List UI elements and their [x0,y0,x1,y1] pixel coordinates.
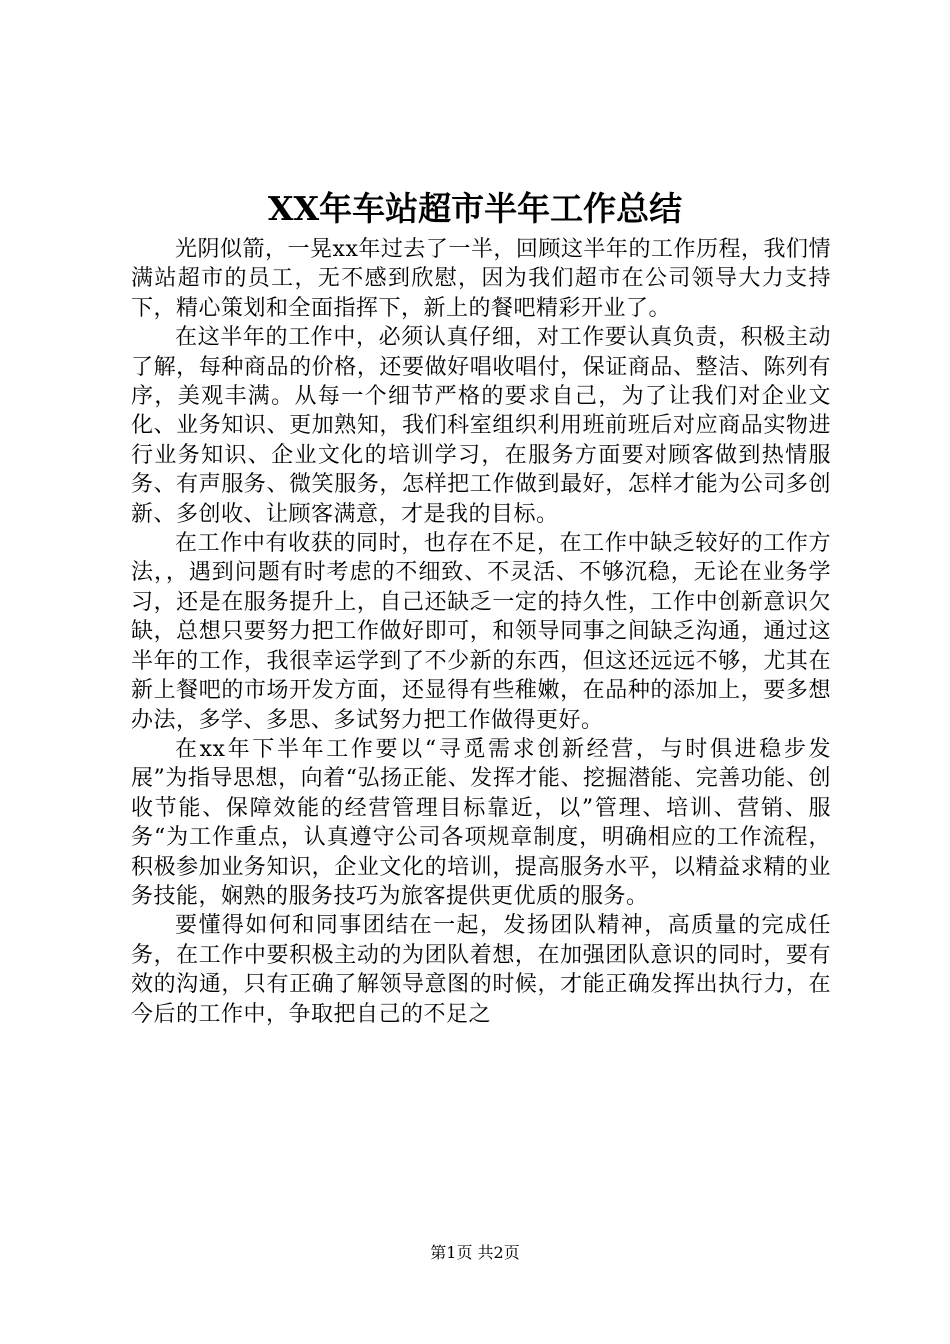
document-body [131,235,831,1029]
paragraph-1: 光阴似箭，一晃xx年过去了一半，回顾这半年的工作历程，我们情满站超市的员工，无不感到欣慰，因为我们超市在公司领导大力支持下，精心策划和全面指挥下，新上的餐吧精彩开业了。 [131,237,831,321]
page-number-footer: 第1页 共2页 [430,1243,520,1262]
paragraph-5: 要懂得如何和同事团结在一起，发扬团队精神，高质量的完成任务，在工作中要积极主动的为团队着想，在加强团队意识的同时，要有效的沟通，只有正确了解领导意图的时候，才能正确发挥出执行力，在今后的工作中，争取把自己的不足之 [131,913,831,1027]
paragraph-3: 在工作中有收获的同时，也存在不足，在工作中缺乏较好的工作方法，，遇到问题有时考虑的不细致、不灵活、不够沉稳，无论在业务学习，还是在服务提升上，自己还缺乏一定的持久性，工作中创新意识欠缺，总想只要努力把工作做好即可，和领导同事之间缺乏沟通，通过这半年的工作，我很幸运学到了不少新的东西，但这还远远不够，尤其在新上餐吧的市场开发方面，还显得有些稚嫩，在品种的添加上，要多想办法，多学、多思、多试努力把工作做得更好。 [131,531,831,733]
paragraph-2: 在这半年的工作中，必须认真仔细，对工作要认真负责，积极主动了解，每种商品的价格，还要做好唱收唱付，保证商品、整洁、陈列有序，美观丰满。从每一个细节严格的要求自己，为了让我们对企业文化、业务知识、更加熟知，我们科室组织利用班前班后对应商品实物进行业务知识、企业文化的培训学习，在服务方面要对顾客做到热情服务、有声服务、微笑服务，怎样把工作做到最好，怎样才能为公司多创新、多创收、让顾客满意，才是我的目标。 [131,325,831,527]
paragraph-4: 在xx年下半年工作要以“寻觅需求创新经营，与时俱进稳步发展”为指导思想，向着“弘扬正能、发挥才能、挖掘潜能、完善功能、创收节能、保障效能的经营管理目标靠近，以”管理、培训、营销、服务“为工作重点，认真遵守公司各项规章制度，明确相应的工作流程，积极参加业务知识，企业文化的培训，提高服务水平，以精益求精的业务技能，娴熟的服务技巧为旅客提供更优质的服务。 [131,736,831,909]
document-title: XX年车站超市半年工作总结 [267,189,683,228]
